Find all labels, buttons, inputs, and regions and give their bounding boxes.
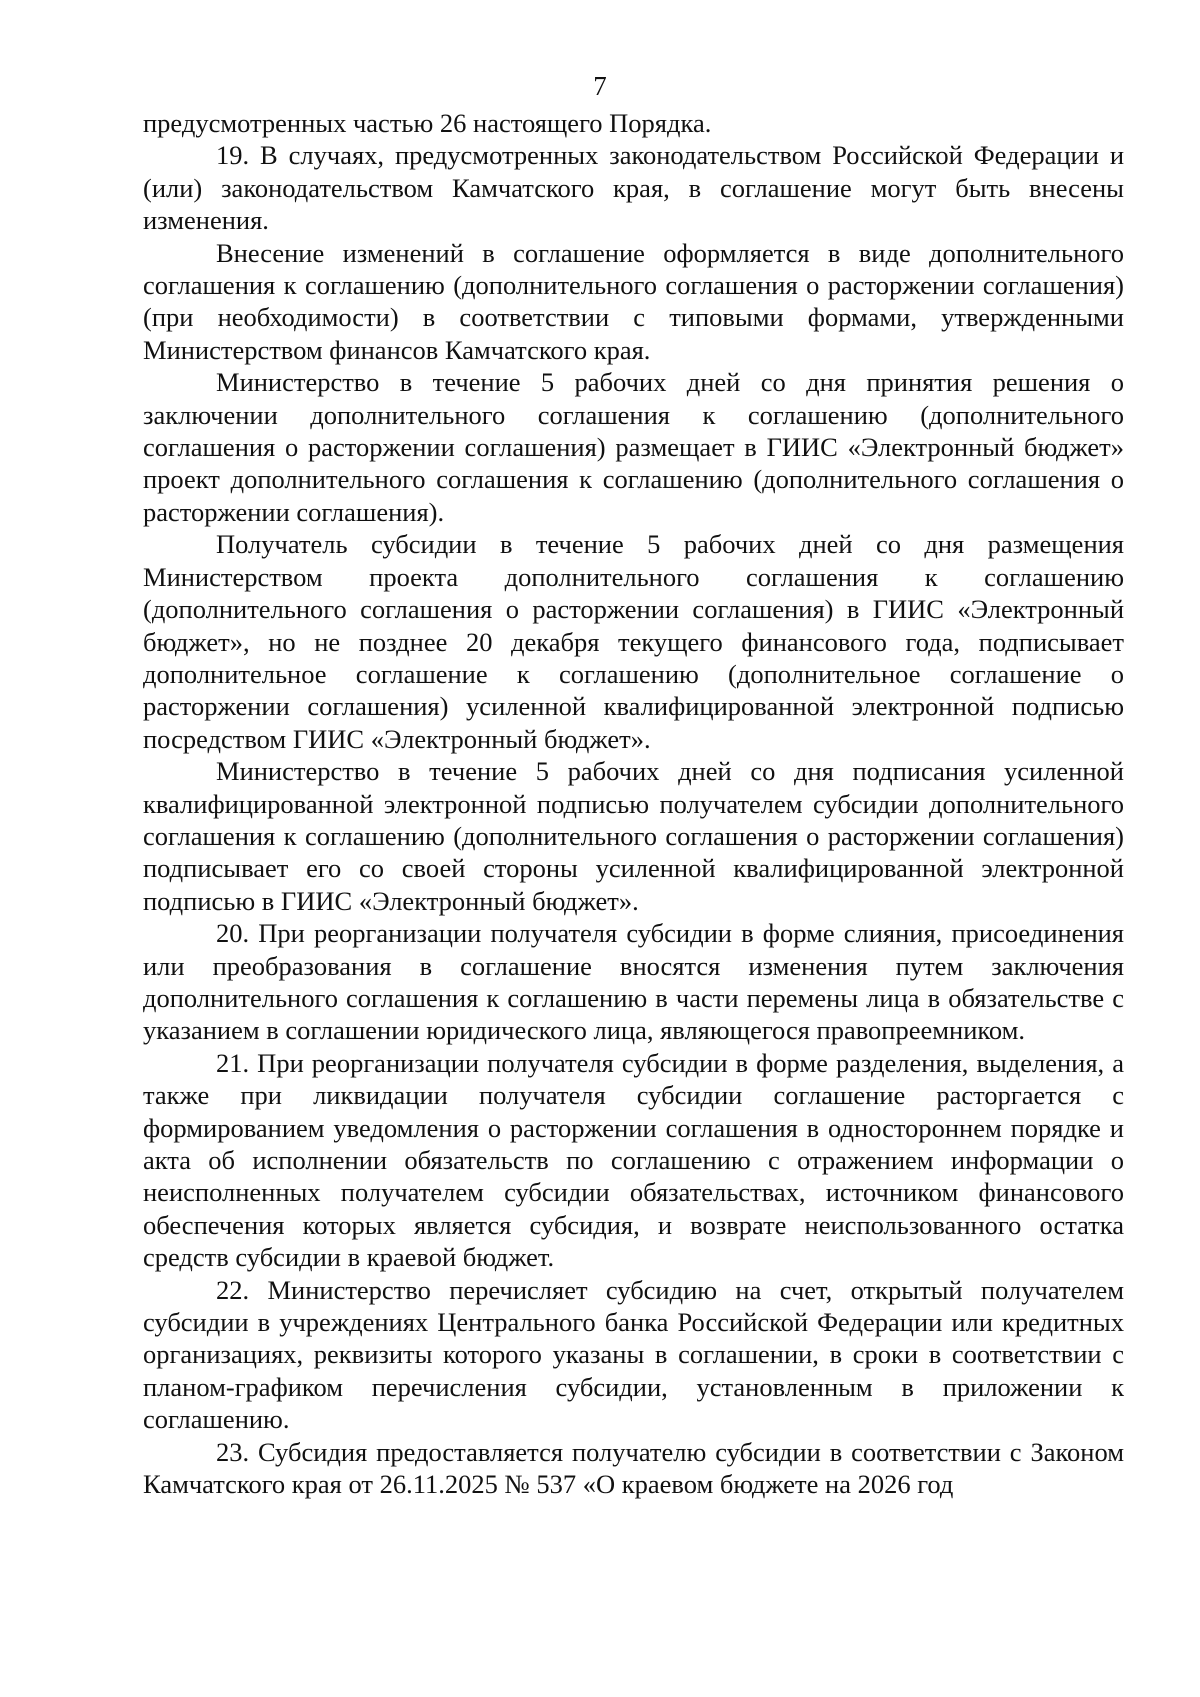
page-number: 7	[593, 71, 607, 101]
paragraph-19-amendments-form: Внесение изменений в соглашение оформляется в виде дополнительного соглашения к соглашению (дополнительного соглашения о расторжении соглашения) (при необходимости) в соответствии с типовыми формами, утвержденными Министерством финансов Камчатского края.	[143, 237, 1124, 365]
paragraph-22: 22. Министерство перечисляет субсидию на счет, открытый получателем субсидии в учреждениях Центрального банка Российской Федерации или кредитных организациях, реквизиты которого указаны в соглашении, в сроки в соответствии с планом-графиком перечисления субсидии, установленным в приложении к соглашению.	[143, 1274, 1124, 1435]
paragraph-21: 21. При реорганизации получателя субсидии в форме разделения, выделения, а также при ликвидации получателя субсидии соглашение расторгается с формированием уведомления о расторжении соглашения в одностороннем порядке и акта об исполнении обязательств по соглашению с отражением информации о неисполненных получателем субсидии обязательствах, источником финансового обеспечения которых является субсидия, и возврате неиспользованного остатка средств субсидии в краевой бюджет.	[143, 1047, 1124, 1273]
paragraph-19-ministry-placement: Министерство в течение 5 рабочих дней со дня принятия решения о заключении дополнительного соглашения к соглашению (дополнительного соглашения о расторжении соглашения) размещает в ГИИС «Электронный бюджет» проект дополнительного соглашения к соглашению (дополнительного соглашения о расторжении соглашения).	[143, 367, 1124, 527]
paragraph-19: 19. В случаях, предусмотренных законодательством Российской Федерации и (или) законодательством Камчатского края, в соглашение могут быть внесены изменения.	[143, 140, 1124, 236]
paragraph-19-ministry-signing: Министерство в течение 5 рабочих дней со дня подписания усиленной квалифицированной электронной подписью получателем субсидии дополнительного соглашения к соглашению (дополнительного соглашения о расторжении соглашения) подписывает его со своей стороны усиленной квалифицированной электронной подписью в ГИИС «Электронный бюджет».	[143, 756, 1124, 916]
document-body	[143, 107, 1124, 1500]
paragraph-20: 20. При реорганизации получателя субсидии в форме слияния, присоединения или преобразования в соглашение вносятся изменения путем заключения дополнительного соглашения к соглашению в части перемены лица в обязательстве с указанием в соглашении юридического лица, являющегося правопреемником.	[143, 918, 1124, 1046]
paragraph-23: 23. Субсидия предоставляется получателю субсидии в соответствии с Законом Камчатского края от 26.11.2025 № 537 «О краевом бюджете на 2026 год	[143, 1436, 1124, 1500]
paragraph-continuation: предусмотренных частью 26 настоящего Порядка.	[143, 108, 712, 138]
paragraph-19-recipient-signing: Получатель субсидии в течение 5 рабочих дней со дня размещения Министерством проекта дополнительного соглашения к соглашению (дополнительного соглашения о расторжении соглашения) в ГИИС «Электронный бюджет», но не позднее 20 декабря текущего финансового года, подписывает дополнительное соглашение к соглашению (дополнительное соглашение о расторжении соглашения) усиленной квалифицированной электронной подписью посредством ГИИС «Электронный бюджет».	[143, 529, 1124, 754]
